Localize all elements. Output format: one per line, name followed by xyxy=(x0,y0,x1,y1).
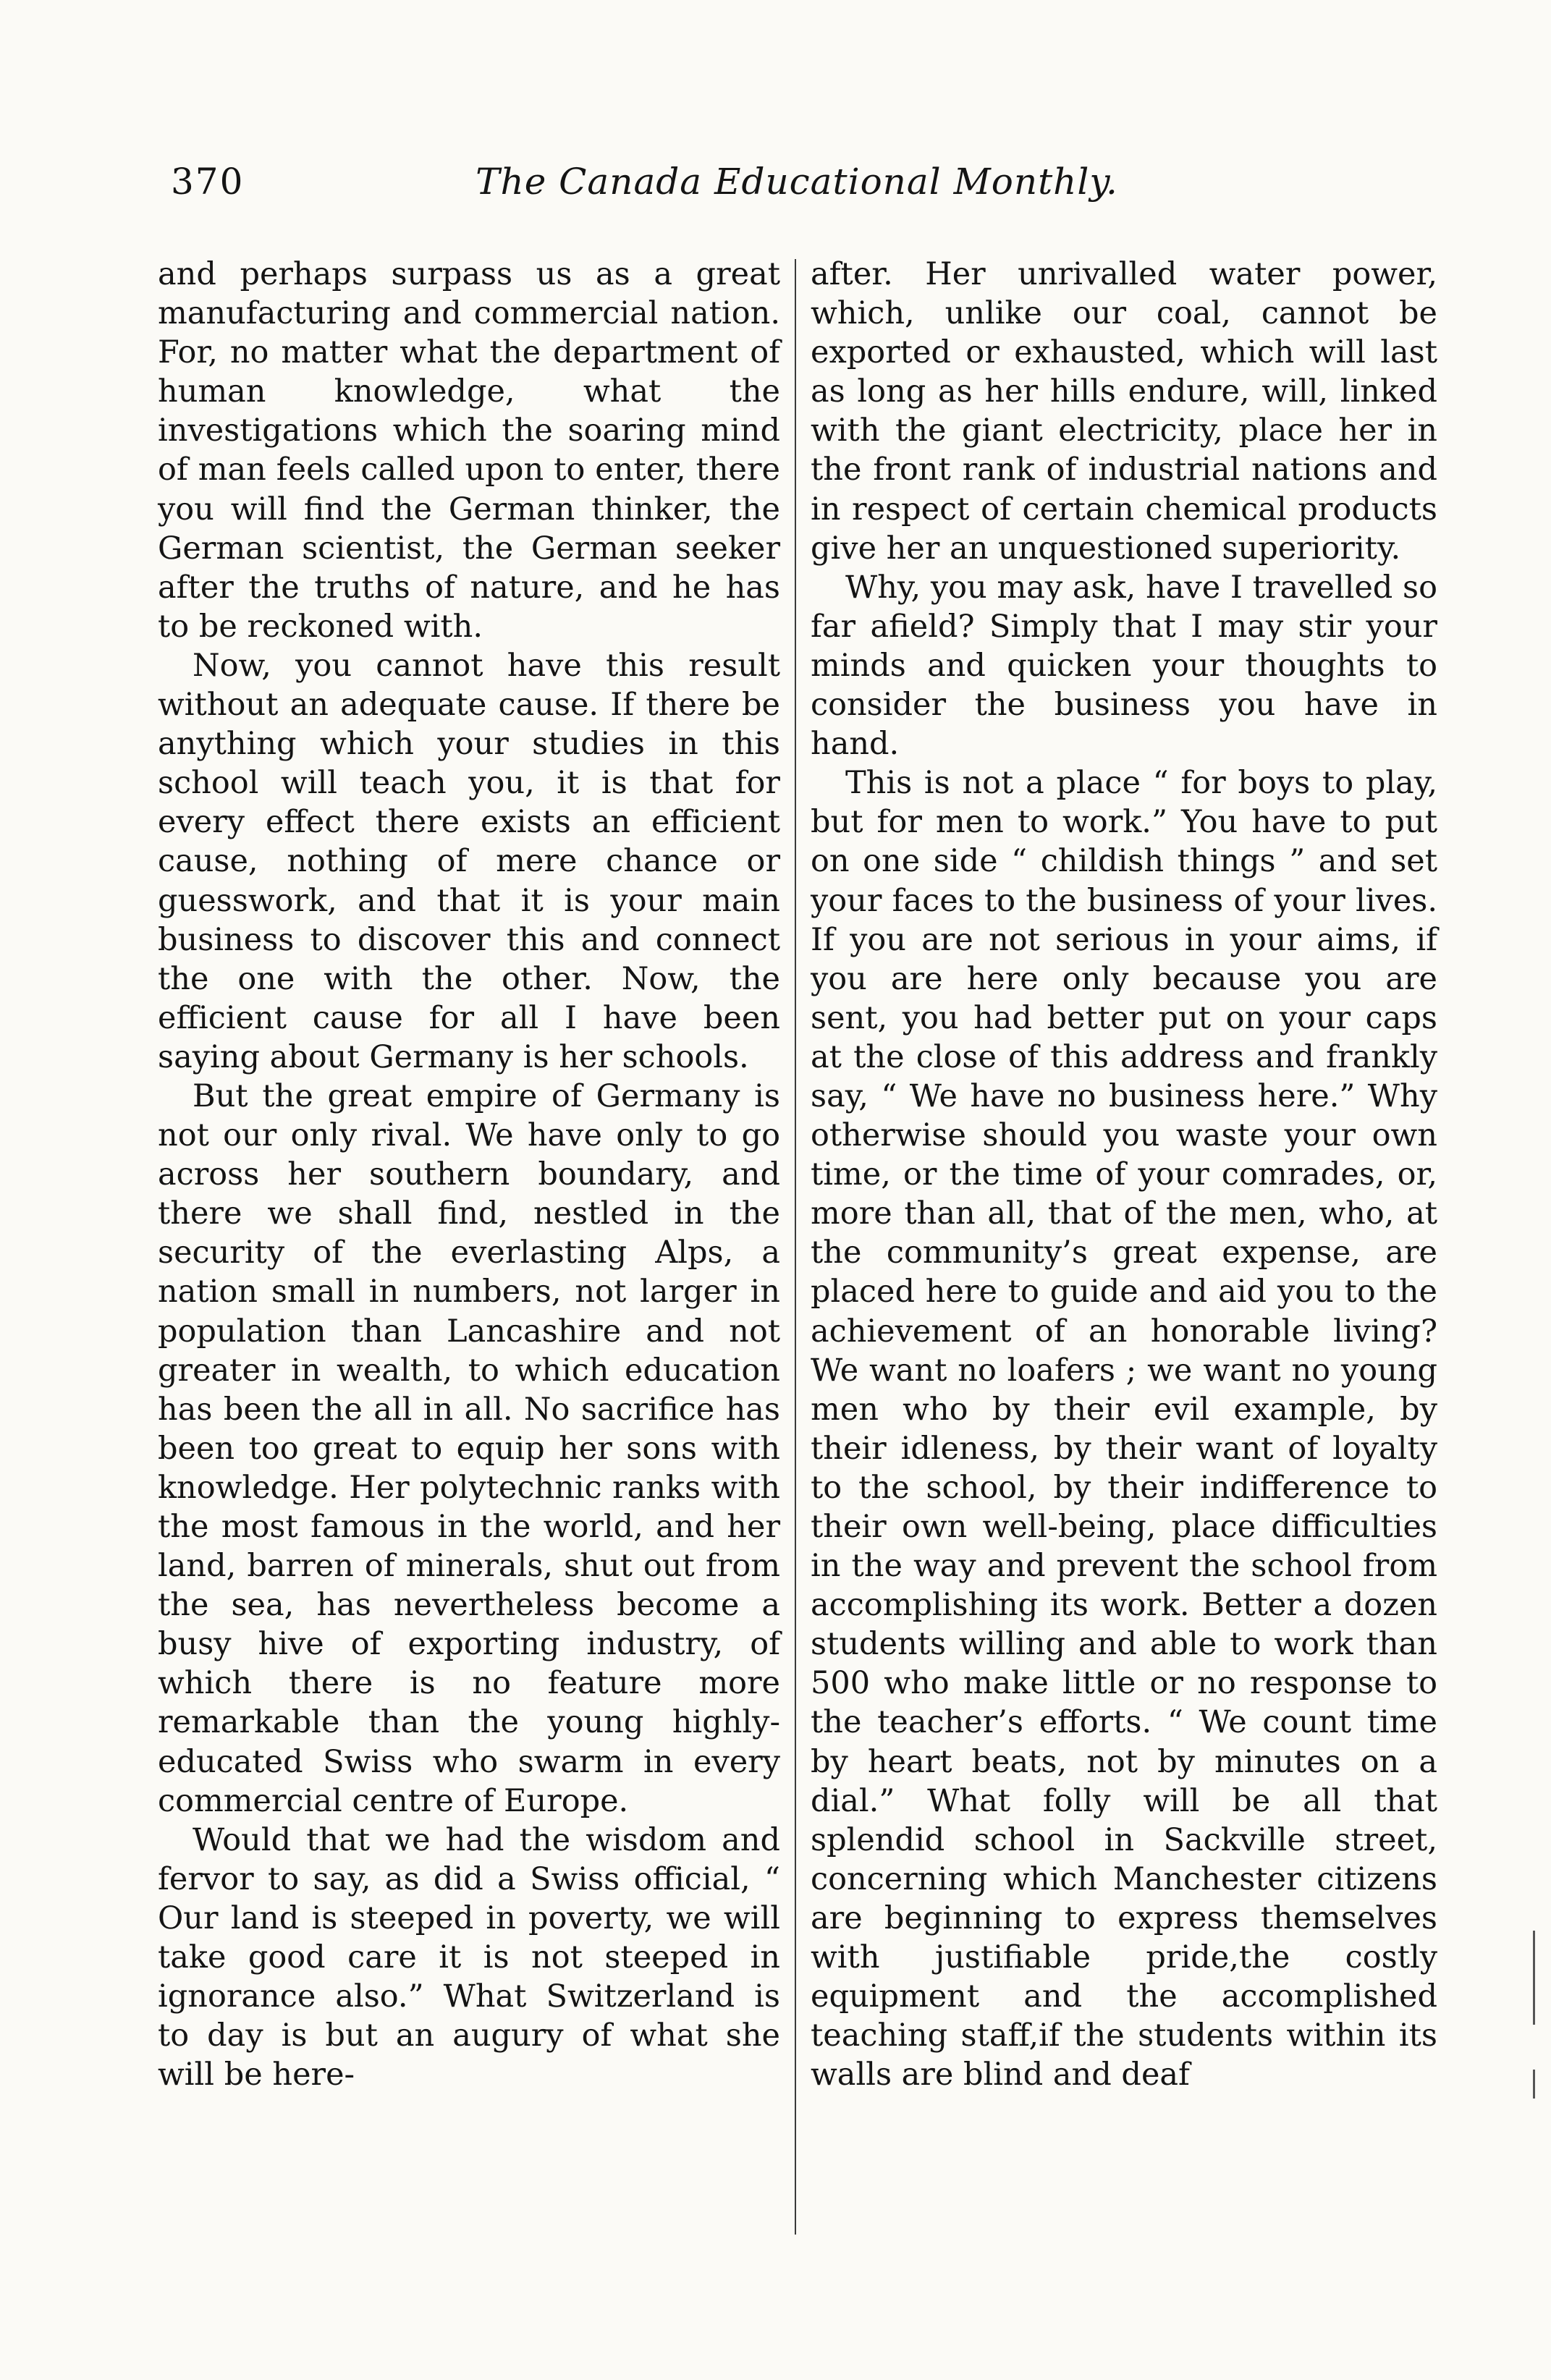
right-paragraph-3: This is not a place “ for boys to play, but for men to work.” You have to put on one side “ childish things ” and set your faces to the business of your lives. If you are not serious in your aims, if you are here only because you are sent, you had better put on your caps at the close of this address and frankly say, “ We have no business here.” Why otherwise should you waste your own time, or the time of your comrades, or, more than all, that of the men, who, at the community’s great expense, are placed here to guide and aid you to the achievement of an honorable living? We want no loafers ; we want no young men who by their evil example, by their idleness, by their want of loyalty to the school, by their indifference to their own well-being, place difficulties in the way and prevent the school from accomplishing its work. Better a dozen students willing and able to work than 500 who make little or no response to the teacher’s efforts. “ We count time by heart beats, not by minutes on a dial.” What folly will be all that splendid school in Sackville street, concerning which Manchester citizens are beginning to express themselves with justifiable pride,the costly equipment and the accomplished teaching staff,if the students within its walls are blind and deaf xyxy=(811,765,1437,2093)
left-paragraph-4: Would that we had the wisdom and fervor to say, as did a Swiss official, “ Our land is steeped in poverty, we will take good care it is not steeped in ignorance also.” What Switzerland is to day is but an augury of what she will be here- xyxy=(158,1821,780,2093)
left-paragraph-2: Now, you cannot have this result without an adequate cause. If there be anything which your studies in this school will teach you, it is that for every effect there exists an efficient cause, nothing of mere chance or guesswork, and that it is your main business to discover this and connect the one with the other. Now, the efficient cause for all I have been saying about Germany is her schools. xyxy=(158,647,780,1075)
column-divider xyxy=(795,259,796,2235)
right-column xyxy=(811,255,1437,2094)
page-edge-mark xyxy=(1533,1931,1535,2025)
left-paragraph-1: and perhaps surpass us as a great manufacturing and commercial nation. For, no matter what the department of human knowledge, what the investigations which the soaring mind of man feels called upon to enter, there you will find the German thinker, the German scientist, the German seeker after the truths of nature, and he has to be reckoned with. xyxy=(158,256,780,645)
page-number: 370 xyxy=(171,161,245,203)
page-header xyxy=(171,161,1423,207)
right-paragraph-2: Why, you may ask, have I travelled so far afield? Simply that I may stir your minds and quicken your thoughts to consider the business you have in hand. xyxy=(811,569,1437,763)
running-title: The Canada Educational Monthly. xyxy=(476,161,1118,203)
left-column xyxy=(158,255,780,2094)
page-edge-mark xyxy=(1533,2070,1535,2099)
right-paragraph-1: after. Her unrivalled water power, which, unlike our coal, cannot be exported or exhausted, which will last as long as her hills endure, will, linked with the giant electricity, place her in the front rank of industrial nations and in respect of certain chemical products give her an unquestioned superiority. xyxy=(811,256,1437,567)
left-paragraph-3: But the great empire of Germany is not our only rival. We have only to go across her southern boundary, and there we shall find, nestled in the security of the everlasting Alps, a nation small in numbers, not larger in population than Lancashire and not greater in wealth, to which education has been the all in all. No sacrifice has been too great to equip her sons with knowledge. Her polytechnic ranks with the most famous in the world, and her land, barren of minerals, shut out from the sea, has nevertheless become a busy hive of exporting industry, of which there is no feature more remarkable than the young highly-educated Swiss who swarm in every commercial centre of Europe. xyxy=(158,1077,780,1819)
